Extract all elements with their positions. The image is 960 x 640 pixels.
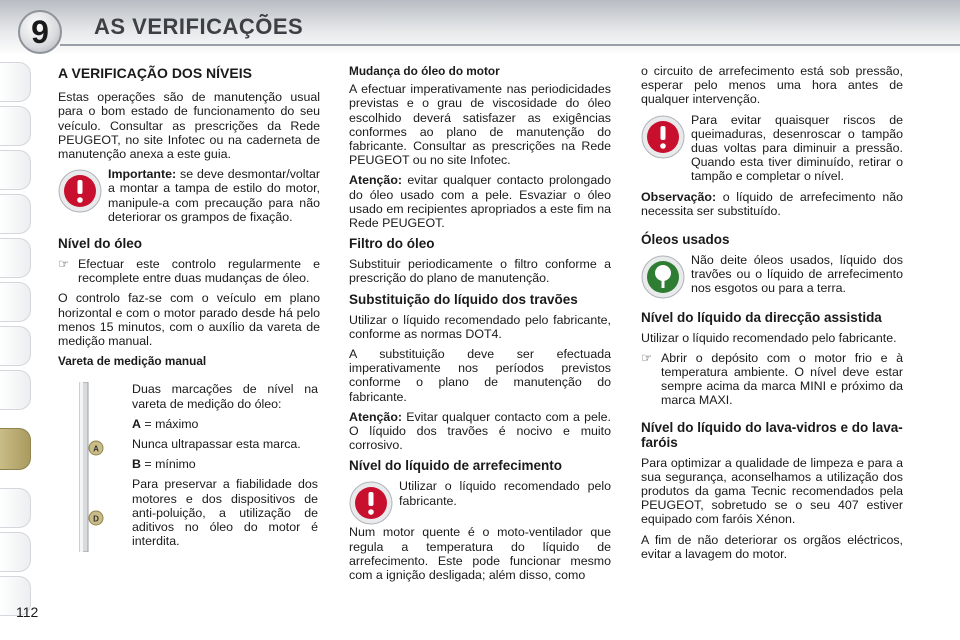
intro-text: Estas operações são de manutenção usual para o bom estado de funcionamento do seu veículo. Consultar as prescrições da Rede PEUGEOT, no site Infotec ou na caderneta de manutenção anexa a este guia. [58,90,320,162]
chapter-tabs [0,56,40,640]
attention-label: Atenção: [349,409,403,424]
column-2 [349,64,611,588]
chapter-tab[interactable] [0,532,31,572]
chapter-tab[interactable] [0,488,31,528]
washer-text-1: Para optimizar a qualidade de limpeza e para a sua segurança, aconselhamos a utilização dos produtos da gama Tecnic recomendados pela PEUGEOT, sobretudo se o seu 407 estiver equipado com faróis Xénon. [641,455,903,527]
chapter-tab[interactable] [0,238,31,278]
column-1 [58,64,320,554]
bullet-item [58,257,320,291]
warning-exclamation-icon [641,115,685,159]
page-title: AS VERIFICAÇÕES [94,14,304,39]
attention-label: Atenção: [349,173,403,188]
header-rule [60,44,960,46]
filter-text: Substituir periodicamente o filtro conforme a prescrição do plano de manutenção. [349,257,611,286]
coolant-heading: Nível do líquido de arrefecimento [349,458,563,474]
chapter-tab[interactable] [0,194,31,234]
mark-a-note: Nunca ultrapassar esta marca. [132,437,301,452]
steering-text: Utilizar o líquido recomendado pelo fabricante. [641,330,897,345]
chapter-tab-active[interactable] [0,428,31,470]
mark-a-letter: A [132,416,141,431]
important-note [58,167,320,230]
important-text: se deve desmontar/voltar a montar a tampa de estilo do motor, manipule-a com precaução para não deteriorar os grampos de fixação. [108,167,320,224]
mark-a-label: A [93,444,99,454]
washer-text-2: A fim de não deteriorar os orgãos eléctricos, evitar a lavagem do motor. [641,532,903,561]
chapter-badge: 9 [18,10,62,54]
brake-text-1: Utilizar o líquido recomendado pelo fabricante, conforme as normas DOT4. [349,312,611,341]
burn-warning [641,113,903,190]
attention-text: Evitar qualquer contacto com a pele. O líquido dos travões é nocivo e muito corrosivo. [349,409,611,453]
filter-heading: Filtro do óleo [349,236,435,252]
mark-b-text: = mínimo [140,457,196,472]
dipstick-intro: Duas marcações de nível na vareta de medição do óleo: [132,382,318,411]
used-oil-text: Não deite óleos usados, líquido dos travões ou o líquido de arrefecimento nos esgotos ou para a terra. [691,253,903,296]
oil-change-text: A efectuar imperativamente nas periodicidades previstas e o grau de viscosidade do óleo escolhido deverá satisfazer as exigências conformes ao plano de manutenção do fabricante. Consultar as prescrições na Rede PEUGEOT ou no site Infotec. [349,82,611,168]
dipstick-illustration [58,382,118,552]
chapter-tab[interactable] [0,62,31,102]
washer-heading: Nível do líquido do lava-vidros e do lava-faróis [641,419,903,450]
warning-exclamation-icon [349,481,393,525]
brake-heading: Substituição do líquido dos travões [349,291,578,307]
chapter-tab[interactable] [0,282,31,322]
pointing-hand-icon: ☞ [58,257,70,272]
mark-b-note: Para preservar a fiabilidade dos motores e dos dispositivos de anti-poluição, a utilização de aditivos no óleo do motor é interdita. [132,477,318,549]
steering-bullet-text: Abrir o depósito com o motor frio e à temperatura ambiente. O nível deve estar sempre acima da marca MINI e próximo da marca MAXI. [661,350,903,408]
mark-a-text: = máximo [140,416,199,431]
coolant-warning [349,479,611,525]
brake-text-2: A substituição deve ser efectuada imperativamente nos períodos previstos conforme o plano de manutenção do fabricante. [349,347,611,404]
used-oil-heading: Óleos usados [641,232,730,248]
oil-level-heading: Nível do óleo [58,236,143,252]
steering-heading: Nível do líquido da direcção assistida [641,309,882,325]
oil-change-heading: Mudança do óleo do motor [349,64,500,78]
mark-b-letter: B [132,457,141,472]
oil-text: O controlo faz-se com o veículo em plano horizontal e com o motor parado desde há pelo menos 15 minutos, com o auxílio da vareta de medição manual. [58,291,320,349]
dipstick-block [58,382,320,554]
oil-bullet-text: Efectuar este controlo regularmente e recomplete entre duas mudanças de óleo. [78,257,320,286]
page-number: 112 [16,604,39,620]
dipstick-heading: Vareta de medição manual [58,354,207,369]
warning-exclamation-icon [58,169,102,213]
tree-icon [641,255,685,299]
used-oil-block [641,253,903,302]
coolant-text-1: Utilizar o líquido recomendado pelo fabricante. [399,479,611,508]
section-heading: A VERIFICAÇÃO DOS NÍVEIS [58,65,252,81]
mark-d-label: D [93,514,99,524]
chapter-tab[interactable] [0,326,31,366]
burn-warning-text: Para evitar quaisquer riscos de queimaduras, desenroscar o tampão duas voltas para diminuir a pressão. Quando esta tiver diminuído, retirar o tampão e completar o nível. [691,112,903,184]
pointing-hand-icon: ☞ [641,350,653,365]
bullet-item [641,351,903,414]
chapter-tab[interactable] [0,106,31,146]
observation-text: o líquido de arrefecimento não necessita ser substituído. [641,189,903,218]
chapter-tab[interactable] [0,150,31,190]
important-label: Importante: [108,167,177,182]
column-3 [641,64,903,567]
coolant-cont-text: o circuito de arrefecimento está sob pressão, esperar pelo menos uma hora antes de qualquer intervenção. [641,64,903,107]
attention-text: evitar qualquer contacto prolongado do óleo usado com a pele. Esvaziar o óleo usado em recipientes apropriados a este fim na Rede PEUGEOT. [349,173,611,231]
chapter-tab[interactable] [0,370,31,410]
coolant-text-2: Num motor quente é o moto-ventilador que regula a temperatura do líquido de arrefecimento. Este pode funcionar mesmo com a ignição desligada; além disso, como [349,525,611,583]
observation-label: Observação: [641,189,717,204]
